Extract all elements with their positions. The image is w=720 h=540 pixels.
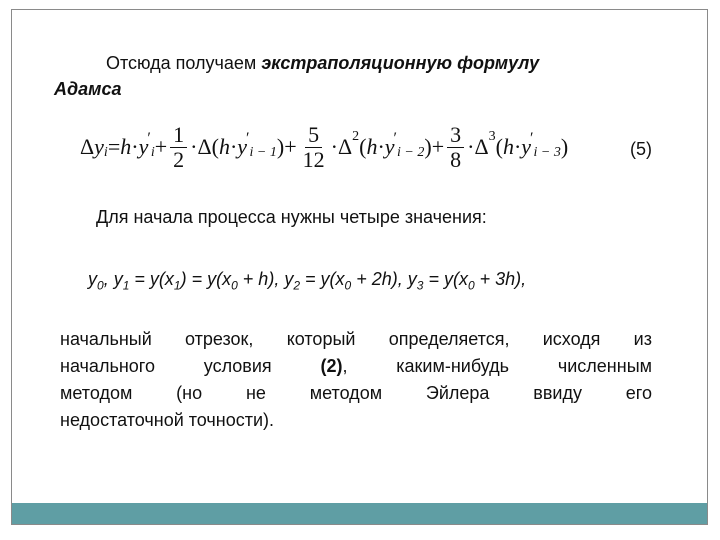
formula-sub: i − 3 bbox=[533, 145, 561, 160]
fraction-denominator: 2 bbox=[173, 146, 185, 172]
formula-prime: ′ bbox=[147, 130, 151, 147]
formula-prime: ′ bbox=[393, 130, 398, 147]
formula-sub: i − 2 bbox=[397, 145, 425, 160]
fraction-five-twelfths bbox=[300, 123, 328, 172]
paragraph-text: начального условия bbox=[60, 356, 321, 376]
formula-lhs-sub: i bbox=[103, 145, 108, 160]
equation-number: (5) bbox=[630, 139, 652, 159]
formula-paren: ) bbox=[560, 134, 569, 159]
formula-plus: + bbox=[431, 134, 445, 159]
formula-paren: ( bbox=[359, 134, 367, 159]
value-y: y bbox=[407, 269, 417, 289]
formula-dot: · bbox=[467, 134, 475, 159]
formula-delta: Δ bbox=[197, 134, 212, 159]
formula-y: y bbox=[138, 134, 149, 159]
value-expr: + h), bbox=[237, 269, 285, 289]
value-sub: 0 bbox=[231, 278, 238, 293]
formula-paren: ( bbox=[495, 134, 503, 159]
formula-dot: · bbox=[513, 134, 522, 159]
value-sep: , bbox=[103, 269, 114, 289]
formula-y: y bbox=[237, 134, 248, 159]
value-expr: = y(x bbox=[129, 269, 174, 289]
start-values-heading: Для начала процесса нужны четыре значения: bbox=[96, 207, 487, 227]
formula-dot: · bbox=[131, 134, 139, 159]
formula-dot: · bbox=[190, 134, 198, 159]
formula-prime: ′ bbox=[530, 130, 534, 147]
value-sub: 1 bbox=[173, 278, 181, 293]
adams-formula bbox=[80, 118, 640, 176]
value-expr: ) = y(x bbox=[180, 269, 232, 289]
value-expr: + 3h), bbox=[474, 269, 527, 289]
formula-h: h bbox=[120, 134, 132, 159]
formula-sub: i − 1 bbox=[249, 145, 277, 160]
formula-y: y bbox=[384, 134, 395, 159]
formula-power: 3 bbox=[488, 129, 496, 144]
value-expr: + 2h), bbox=[351, 269, 408, 289]
value-sub: 2 bbox=[293, 278, 301, 293]
formula-plus: + bbox=[154, 134, 168, 159]
value-expr: = y(x bbox=[300, 269, 345, 289]
value-sub: 1 bbox=[122, 278, 130, 293]
fraction-denominator: 12 bbox=[302, 146, 325, 172]
intro-emphasis-text: экстраполяционную формулу bbox=[261, 53, 540, 73]
formula-lhs-var: y bbox=[94, 134, 104, 159]
initial-values-line bbox=[88, 268, 526, 297]
formula-sub-i: i bbox=[150, 145, 155, 160]
fraction-numerator: 1 bbox=[170, 123, 187, 148]
formula-delta: Δ bbox=[80, 134, 95, 159]
fraction-numerator: 5 bbox=[305, 123, 322, 148]
paragraph-line-3: методом (но не методом Эйлера ввиду его bbox=[60, 383, 652, 403]
formula-dot: · bbox=[229, 134, 238, 159]
explanation-paragraph bbox=[60, 326, 652, 434]
fraction-one-half bbox=[170, 123, 187, 172]
intro-line-2: Адамса bbox=[54, 79, 122, 99]
slide-footer-bar bbox=[12, 503, 707, 524]
value-y: y bbox=[113, 269, 123, 289]
formula-equals: = bbox=[107, 134, 121, 159]
formula-prime: ′ bbox=[246, 130, 250, 147]
value-y: y bbox=[88, 269, 97, 289]
fraction-numerator: 3 bbox=[447, 123, 464, 148]
formula-paren: ) bbox=[424, 134, 432, 159]
formula-h: h bbox=[502, 134, 514, 159]
intro-line-1 bbox=[106, 52, 539, 74]
fraction-denominator: 8 bbox=[450, 146, 462, 172]
condition-reference: (2) bbox=[320, 356, 343, 376]
formula-delta: Δ bbox=[474, 134, 489, 159]
formula-paren: ) bbox=[276, 134, 285, 159]
value-sub: 0 bbox=[344, 278, 352, 293]
formula-y: y bbox=[521, 134, 532, 159]
formula-h: h bbox=[218, 134, 230, 159]
value-expr: = y(x bbox=[423, 269, 468, 289]
formula-dot: · bbox=[330, 134, 338, 159]
fraction-three-eighths bbox=[447, 123, 464, 172]
value-y: y bbox=[284, 269, 294, 289]
value-sub: 0 bbox=[467, 278, 475, 293]
formula-dot: · bbox=[377, 134, 385, 159]
formula-h: h bbox=[366, 134, 378, 159]
paragraph-line-4: недостаточной точности). bbox=[60, 410, 275, 430]
value-sub: 3 bbox=[416, 278, 424, 293]
paragraph-line-1: начальный отрезок, который определяется, исходя из bbox=[60, 329, 652, 349]
formula-power: 2 bbox=[352, 129, 360, 144]
formula-paren: ( bbox=[211, 134, 219, 159]
value-sub: 0 bbox=[97, 278, 104, 293]
intro-plain-text: Отсюда получаем bbox=[106, 53, 262, 73]
formula-delta: Δ bbox=[337, 134, 353, 159]
formula-plus: + bbox=[284, 134, 297, 159]
paragraph-text: , каким-нибудь численным bbox=[342, 356, 653, 376]
paragraph-line-2 bbox=[60, 353, 652, 380]
